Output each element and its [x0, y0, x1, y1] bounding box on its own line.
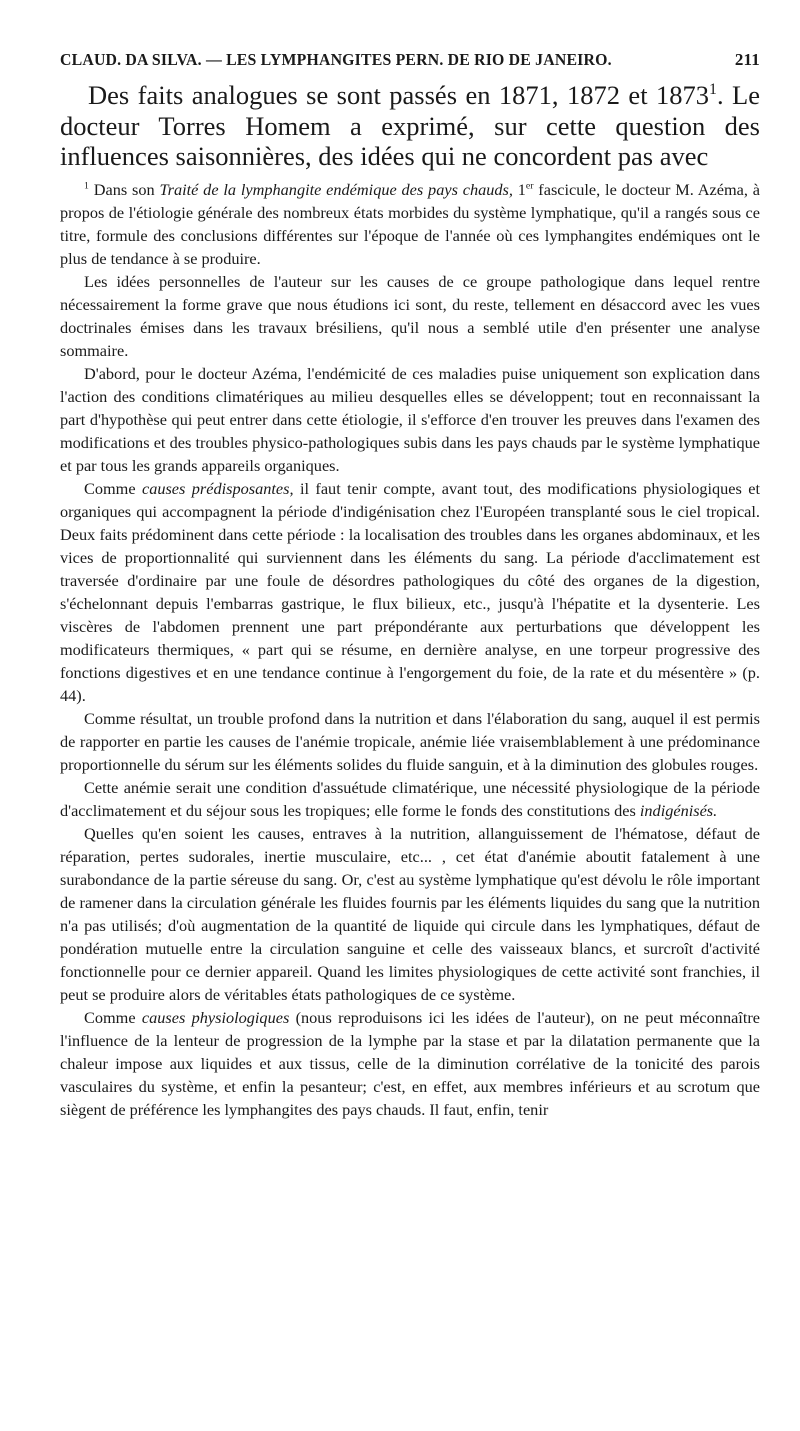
running-header	[60, 50, 760, 70]
main-text-start: Des faits analogues se sont passés en 1871, 1872 et 1873	[88, 80, 710, 110]
footnote-paragraph-2: Les idées personnelles de l'auteur sur les causes de ce groupe pathologique dans lequel rentre nécessairement la forme grave que nous étudions ici sont, du reste, tellement en désaccord avec les vues doctrinales émises dans les travaux brésiliens, qu'il nous a semblé utile d'en présenter une analyse sommaire.	[60, 271, 760, 360]
footnote-text: Comme	[84, 478, 142, 498]
ordinal-suffix: er	[525, 180, 534, 192]
footnote-text: Cette anémie serait une condition d'assuétude climatérique, une nécessité physiologique de la période d'acclimatement et du séjour sous les tropiques; elle forme le fonds des constitutions des	[60, 777, 760, 820]
footnote-paragraph-8	[60, 1006, 760, 1121]
emphasis-predisposing-causes: causes prédisposantes,	[141, 478, 294, 498]
footnote-text: (nous reproduisons ici les idées de l'auteur), on ne peut méconnaître l'influence de la lenteur de progression de la lymphe par la stase et par la dilatation permanente que la chaleur impose aux liquides et aux tissus, celle de la diminution corrélative de la tonicité des parois vasculaires du système, et enfin la pesanteur; c'est, en effet, aux membres inférieurs et au scrotum que siègent de préférence les lymphangites des pays chauds. Il faut, enfin, tenir	[60, 1007, 761, 1119]
emphasis-indigenises: indigénisés.	[639, 800, 718, 820]
footnote-paragraph-7: Quelles qu'en soient les causes, entraves à la nutrition, allanguissement de l'hématose, défaut de réparation, pertes sudorales, inertie musculaire, etc... , cet état d'anémie aboutit fatalement à une surabondance de la partie séreuse du sang. Or, c'est au système lymphatique qu'est dévolu le rôle important de ramener dans la circulation générale les fluides fournis par les éléments liquides du sang que la nutrition n'a pas utilisés; d'où augmentation de la quantité de liquide qui circule dans les lymphatiques, défaut de pondération mutuelle entre la circulation sanguine et celle des vaisseaux blancs, et surcroît d'activité fonctionnelle pour ce dernier appareil. Quand les limites physiologiques de cette activité sont franchies, il peut se produire alors de véritables états pathologiques de ce système.	[60, 823, 760, 1004]
cited-title: Traité de la lymphangite endémique des pays chauds,	[159, 179, 513, 199]
document-page	[60, 50, 760, 1121]
footnote-text: 1	[512, 179, 526, 199]
footnote-reference: 1	[709, 81, 717, 99]
footnote-text: Dans son	[88, 179, 160, 199]
footnote-text: Comme	[84, 1007, 142, 1027]
emphasis-physiological-causes: causes physiologiques	[141, 1007, 290, 1027]
main-paragraph	[60, 80, 760, 172]
page-number: 211	[734, 50, 760, 69]
footnote-paragraph-4	[60, 477, 760, 707]
footnote-paragraph-3: D'abord, pour le docteur Azéma, l'endémicité de ces maladies puise uniquement son explication dans l'action des conditions climatériques au milieu desquelles elles se développent; tout en reconnaissant la part d'hypothèse qui peut entrer dans cette étiologie, il s'efforce d'en trouver les preuves dans l'examen des modifications et des troubles physico-pathologiques subis dans les pays chauds par le système lymphatique et par tous les grands appareils organiques.	[60, 363, 760, 475]
footnote-marker: 1	[84, 180, 89, 192]
footnote-text: fascicule, le docteur M. Azéma, à propos de l'étiologie générale des nombreux états morbides du système lymphatique, qu'il a rangés sous ce titre, formule des conclusions différentes sur l'époque de l'année où ces lymphangites endémiques ont le plus de tendance à se produire.	[60, 179, 760, 268]
main-text-end: . Le docteur Torres Homem a exprimé, sur cette question des influences saisonnières, des idées qui ne concordent pas avec	[60, 80, 760, 171]
footnote-paragraph-6	[60, 776, 760, 822]
footnote-paragraph-5: Comme résultat, un trouble profond dans la nutrition et dans l'élaboration du sang, auquel il est permis de rapporter en partie les causes de l'anémie tropicale, anémie liée vraisemblablement à une prédominance proportionnelle du sérum sur les éléments solides du fluide sanguin, et à la diminution des globules rouges.	[60, 708, 760, 774]
footnote-paragraph-1	[60, 178, 760, 270]
footnote-block	[60, 178, 760, 1121]
running-title: CLAUD. DA SILVA. — LES LYMPHANGITES PERN. DE RIO DE JANEIRO.	[60, 50, 612, 69]
footnote-text: il faut tenir compte, avant tout, des modifications physiologiques et organiques qui accompagnent la période d'indigénisation chez l'Européen transplanté sous le ciel tropical. Deux faits prédominent dans cette période : la localisation des troubles dans les organes abdominaux, et les vices de proportionnalité qui surviennent dans les éléments du sang. La période d'acclimatement est traversée d'ordinaire par une foule de désordres pathologiques du côté des organes de la digestion, s'échelonnant depuis l'embarras gastrique, le flux bilieux, etc., jusqu'à l'hépatite et la dysenterie. Les viscères de l'abdomen prennent une part prépondérante aux perturbations que développent les modificateurs thermiques, « part qui se résume, en dernière analyse, en une torpeur progressive des fonctions digestives et en une tendance continue à l'engorgement du foie, de la rate et du mésentère » (p. 44).	[60, 478, 761, 705]
